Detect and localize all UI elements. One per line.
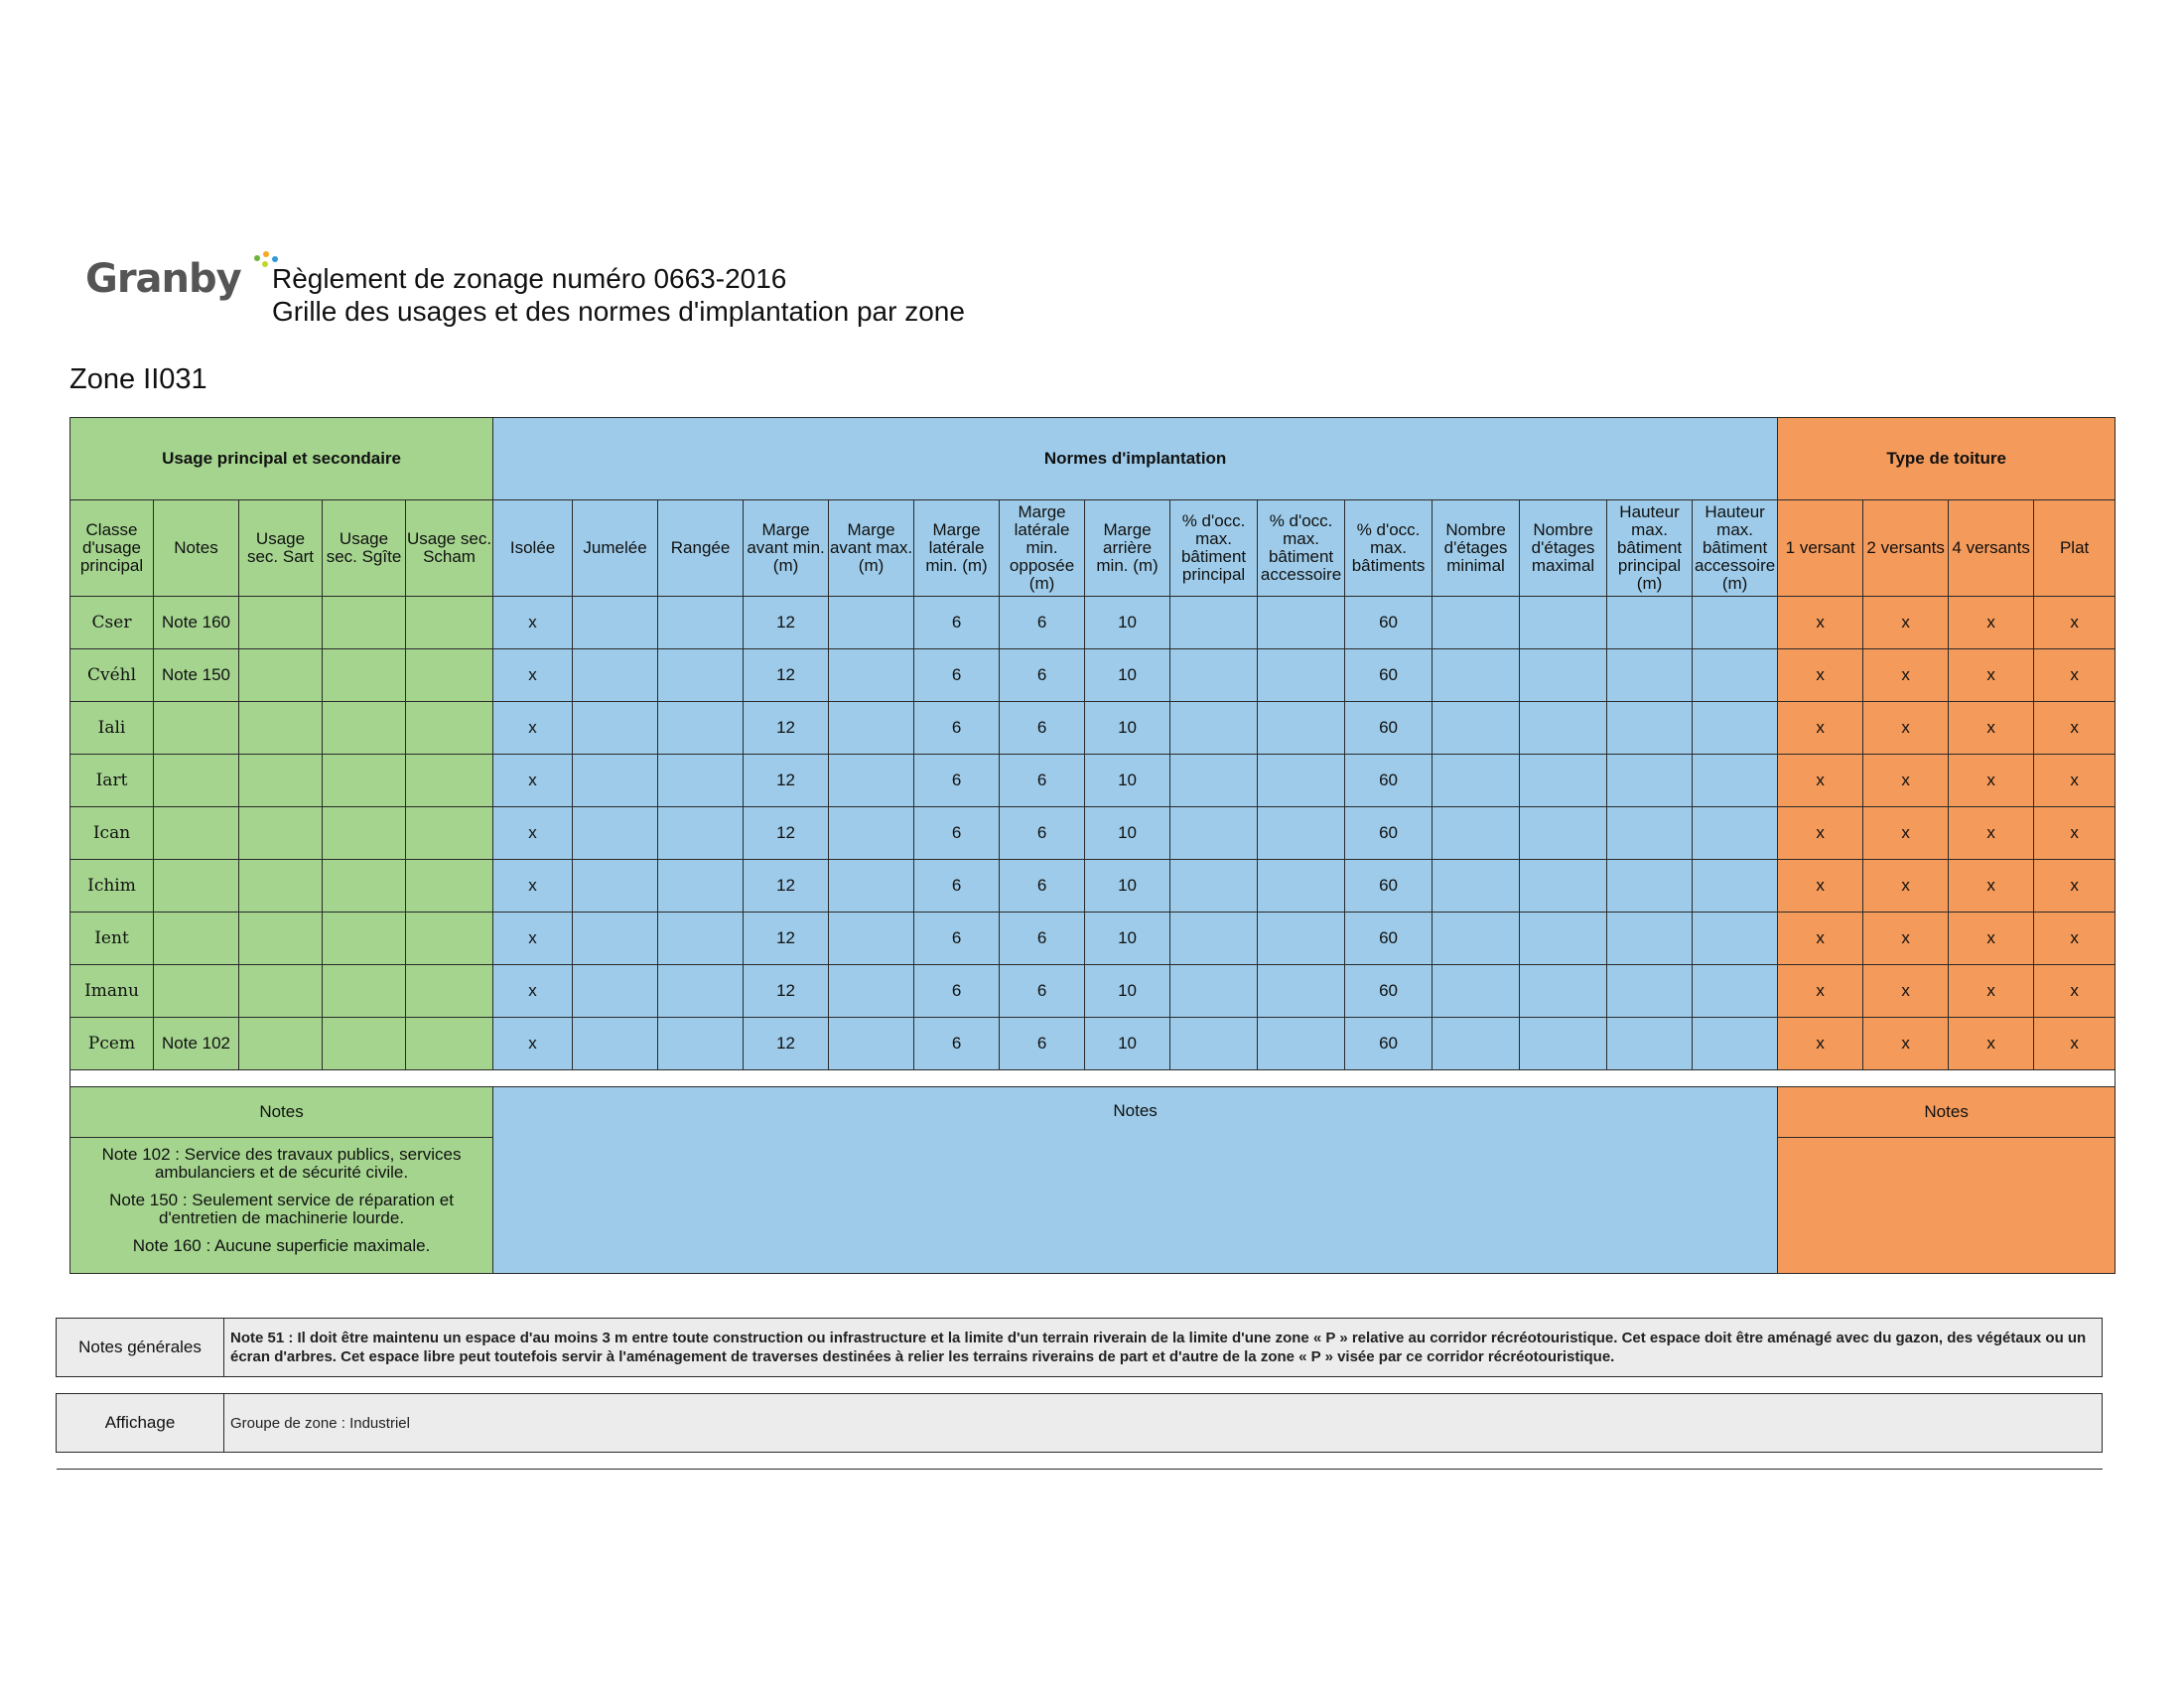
cell-etages-max — [1520, 860, 1607, 913]
table-row — [70, 597, 2116, 649]
cell-classe: Iali — [70, 702, 154, 755]
spacer — [57, 1453, 2103, 1470]
cell-marge-avant-min: 12 — [744, 860, 829, 913]
cell-t4: x — [1949, 702, 2034, 755]
cell-t4: x — [1949, 965, 2034, 1018]
cell-scham — [406, 860, 493, 913]
cell-rangee — [658, 1018, 744, 1070]
cell-scham — [406, 649, 493, 702]
cell-t2: x — [1863, 702, 1949, 755]
cell-occ-principal — [1170, 1018, 1258, 1070]
cell-marge-avant-max — [829, 913, 914, 965]
usage-notes-title: Notes — [70, 1087, 493, 1138]
general-section — [56, 1318, 2103, 1470]
cell-marge-laterale-opposee: 6 — [1000, 649, 1085, 702]
cell-t1: x — [1778, 755, 1863, 807]
cell-rangee — [658, 860, 744, 913]
cell-marge-laterale-min: 6 — [914, 755, 1000, 807]
cell-marge-arriere-min: 10 — [1085, 807, 1170, 860]
note-160: Note 160 : Aucune superficie maximale. — [132, 1236, 431, 1255]
col-header-t2: 2 versants — [1863, 500, 1949, 597]
cell-sgite — [323, 1018, 406, 1070]
toiture-notes-title: Notes — [1778, 1087, 2116, 1138]
cell-etages-max — [1520, 807, 1607, 860]
cell-etages-max — [1520, 1018, 1607, 1070]
title-line-1: Règlement de zonage numéro 0663-2016 — [272, 263, 787, 294]
cell-scham — [406, 913, 493, 965]
normes-notes-title: Notes — [493, 1087, 1778, 1274]
cell-t2: x — [1863, 860, 1949, 913]
cell-marge-arriere-min: 10 — [1085, 860, 1170, 913]
col-header-marge-avant-min: Marge avant min. (m) — [744, 500, 829, 597]
affichage-label: Affichage — [57, 1394, 224, 1453]
cell-etages-max — [1520, 649, 1607, 702]
cell-marge-laterale-opposee: 6 — [1000, 702, 1085, 755]
cell-notes — [154, 755, 239, 807]
group-toiture: Type de toiture — [1778, 418, 2116, 500]
cell-plat: x — [2034, 597, 2116, 649]
col-header-jumelee: Jumelée — [573, 500, 658, 597]
col-header-sgite: Usage sec. Sgîte — [323, 500, 406, 597]
cell-occ-accessoire — [1258, 965, 1345, 1018]
cell-hauteur-principal — [1607, 597, 1693, 649]
cell-occ-principal — [1170, 913, 1258, 965]
cell-occ-batiments: 60 — [1345, 1018, 1433, 1070]
cell-t4: x — [1949, 1018, 2034, 1070]
cell-sgite — [323, 702, 406, 755]
col-header-marge-laterale-opposee: Marge latérale min. opposée (m) — [1000, 500, 1085, 597]
cell-scham — [406, 702, 493, 755]
cell-scham — [406, 807, 493, 860]
cell-marge-laterale-min: 6 — [914, 807, 1000, 860]
cell-marge-avant-min: 12 — [744, 649, 829, 702]
col-header-sart: Usage sec. Sart — [239, 500, 323, 597]
cell-occ-principal — [1170, 755, 1258, 807]
col-header-classe: Classe d'usage principal — [70, 500, 154, 597]
col-header-hauteur-principal: Hauteur max. bâtiment principal (m) — [1607, 500, 1693, 597]
group-normes: Normes d'implantation — [493, 418, 1778, 500]
cell-sart — [239, 1018, 323, 1070]
cell-isolee: x — [493, 702, 573, 755]
cell-etages-min — [1433, 755, 1520, 807]
cell-occ-accessoire — [1258, 913, 1345, 965]
cell-hauteur-principal — [1607, 1018, 1693, 1070]
cell-notes — [154, 702, 239, 755]
cell-plat: x — [2034, 702, 2116, 755]
cell-occ-accessoire — [1258, 807, 1345, 860]
zone-label: Zone II031 — [69, 363, 207, 395]
table-row — [70, 913, 2116, 965]
cell-marge-avant-min: 12 — [744, 913, 829, 965]
cell-t2: x — [1863, 597, 1949, 649]
cell-plat: x — [2034, 860, 2116, 913]
cell-marge-arriere-min: 10 — [1085, 965, 1170, 1018]
cell-jumelee — [573, 597, 658, 649]
cell-marge-avant-max — [829, 807, 914, 860]
cell-hauteur-accessoire — [1693, 860, 1778, 913]
col-header-isolee: Isolée — [493, 500, 573, 597]
col-header-occ-accessoire: % d'occ. max. bâtiment accessoire — [1258, 500, 1345, 597]
grid-body — [70, 597, 2116, 1070]
cell-scham — [406, 965, 493, 1018]
cell-marge-arriere-min: 10 — [1085, 597, 1170, 649]
cell-marge-arriere-min: 10 — [1085, 1018, 1170, 1070]
cell-occ-accessoire — [1258, 649, 1345, 702]
cell-marge-laterale-min: 6 — [914, 913, 1000, 965]
cell-isolee: x — [493, 1018, 573, 1070]
col-header-rangee: Rangée — [658, 500, 744, 597]
spacer — [70, 1070, 2116, 1087]
title-line-2: Grille des usages et des normes d'implantation par zone — [272, 296, 965, 327]
cell-t1: x — [1778, 965, 1863, 1018]
col-header-hauteur-accessoire: Hauteur max. bâtiment accessoire (m) — [1693, 500, 1778, 597]
cell-hauteur-principal — [1607, 649, 1693, 702]
cell-rangee — [658, 807, 744, 860]
table-row — [70, 702, 2116, 755]
cell-classe: Pcem — [70, 1018, 154, 1070]
general-notes-label: Notes générales — [57, 1319, 224, 1377]
cell-jumelee — [573, 965, 658, 1018]
cell-classe: Ican — [70, 807, 154, 860]
cell-sart — [239, 649, 323, 702]
cell-sart — [239, 860, 323, 913]
cell-etages-min — [1433, 807, 1520, 860]
cell-isolee: x — [493, 807, 573, 860]
cell-isolee: x — [493, 649, 573, 702]
cell-classe: Ichim — [70, 860, 154, 913]
cell-sgite — [323, 860, 406, 913]
cell-marge-laterale-opposee: 6 — [1000, 807, 1085, 860]
cell-t2: x — [1863, 965, 1949, 1018]
col-header-t4: 4 versants — [1949, 500, 2034, 597]
cell-sgite — [323, 755, 406, 807]
cell-plat: x — [2034, 807, 2116, 860]
col-header-etages-min: Nombre d'étages minimal — [1433, 500, 1520, 597]
cell-occ-principal — [1170, 965, 1258, 1018]
cell-t1: x — [1778, 649, 1863, 702]
col-header-plat: Plat — [2034, 500, 2116, 597]
cell-hauteur-accessoire — [1693, 965, 1778, 1018]
cell-occ-batiments: 60 — [1345, 965, 1433, 1018]
cell-hauteur-principal — [1607, 860, 1693, 913]
cell-occ-batiments: 60 — [1345, 807, 1433, 860]
cell-marge-laterale-min: 6 — [914, 649, 1000, 702]
cell-plat: x — [2034, 965, 2116, 1018]
cell-plat: x — [2034, 913, 2116, 965]
toiture-notes-body — [1778, 1138, 2116, 1274]
table-row — [70, 965, 2116, 1018]
table-row — [70, 649, 2116, 702]
cell-hauteur-accessoire — [1693, 807, 1778, 860]
col-header-marge-laterale-min: Marge latérale min. (m) — [914, 500, 1000, 597]
cell-jumelee — [573, 860, 658, 913]
cell-marge-arriere-min: 10 — [1085, 702, 1170, 755]
cell-occ-accessoire — [1258, 860, 1345, 913]
cell-marge-avant-max — [829, 702, 914, 755]
cell-marge-avant-max — [829, 649, 914, 702]
cell-t1: x — [1778, 1018, 1863, 1070]
cell-scham — [406, 1018, 493, 1070]
cell-hauteur-principal — [1607, 702, 1693, 755]
col-header-scham: Usage sec. Scham — [406, 500, 493, 597]
cell-t2: x — [1863, 649, 1949, 702]
cell-occ-accessoire — [1258, 1018, 1345, 1070]
col-header-occ-batiments: % d'occ. max. bâtiments — [1345, 500, 1433, 597]
cell-sart — [239, 965, 323, 1018]
spacer — [57, 1377, 2103, 1394]
cell-jumelee — [573, 1018, 658, 1070]
cell-t1: x — [1778, 702, 1863, 755]
cell-marge-avant-min: 12 — [744, 597, 829, 649]
cell-occ-principal — [1170, 649, 1258, 702]
cell-occ-batiments: 60 — [1345, 597, 1433, 649]
cell-etages-max — [1520, 755, 1607, 807]
cell-hauteur-principal — [1607, 965, 1693, 1018]
cell-occ-batiments: 60 — [1345, 702, 1433, 755]
cell-isolee: x — [493, 965, 573, 1018]
cell-etages-min — [1433, 702, 1520, 755]
cell-jumelee — [573, 755, 658, 807]
cell-classe: Ient — [70, 913, 154, 965]
cell-notes: Note 160 — [154, 597, 239, 649]
cell-marge-laterale-opposee: 6 — [1000, 860, 1085, 913]
cell-notes — [154, 807, 239, 860]
cell-classe: Cser — [70, 597, 154, 649]
cell-isolee: x — [493, 597, 573, 649]
cell-scham — [406, 755, 493, 807]
cell-hauteur-principal — [1607, 913, 1693, 965]
column-header-row — [70, 500, 2116, 597]
cell-t2: x — [1863, 755, 1949, 807]
cell-occ-batiments: 60 — [1345, 860, 1433, 913]
cell-etages-min — [1433, 860, 1520, 913]
cell-marge-laterale-min: 6 — [914, 1018, 1000, 1070]
general-notes-text: Note 51 : Il doit être maintenu un espace d'au moins 3 m entre toute construction ou infrastructure et la limite d'un terrain riverain de la limite d'une zone « P » relative au corridor récréotouristique. Cet espace doit être aménagé avec du gazon, des végétaux ou un écran d'arbres. Cet espace libre peut toutefois servir à l'aménagement de traverses destinées à relier les terrains riverains de part et d'autre de la zone « P » visée par ce corridor récréotouristique. — [224, 1319, 2103, 1377]
cell-occ-accessoire — [1258, 702, 1345, 755]
cell-etages-max — [1520, 965, 1607, 1018]
cell-t4: x — [1949, 755, 2034, 807]
cell-t1: x — [1778, 913, 1863, 965]
cell-isolee: x — [493, 755, 573, 807]
cell-t4: x — [1949, 649, 2034, 702]
cell-etages-min — [1433, 649, 1520, 702]
cell-marge-avant-min: 12 — [744, 702, 829, 755]
cell-t2: x — [1863, 913, 1949, 965]
note-102: Note 102 : Service des travaux publics, services ambulanciers et de sécurité civile. — [101, 1145, 462, 1182]
col-header-marge-arriere-min: Marge arrière min. (m) — [1085, 500, 1170, 597]
cell-rangee — [658, 913, 744, 965]
cell-classe: Imanu — [70, 965, 154, 1018]
cell-occ-principal — [1170, 702, 1258, 755]
cell-isolee: x — [493, 860, 573, 913]
cell-classe: Iart — [70, 755, 154, 807]
cell-rangee — [658, 755, 744, 807]
cell-marge-laterale-opposee: 6 — [1000, 965, 1085, 1018]
cell-hauteur-accessoire — [1693, 597, 1778, 649]
cell-t4: x — [1949, 807, 2034, 860]
cell-rangee — [658, 965, 744, 1018]
cell-marge-arriere-min: 10 — [1085, 649, 1170, 702]
cell-marge-avant-min: 12 — [744, 965, 829, 1018]
cell-marge-arriere-min: 10 — [1085, 913, 1170, 965]
cell-sart — [239, 807, 323, 860]
cell-hauteur-principal — [1607, 807, 1693, 860]
table-row — [70, 860, 2116, 913]
cell-t1: x — [1778, 597, 1863, 649]
cell-t4: x — [1949, 860, 2034, 913]
cell-sgite — [323, 597, 406, 649]
cell-marge-laterale-opposee: 6 — [1000, 913, 1085, 965]
cell-marge-avant-max — [829, 755, 914, 807]
cell-sart — [239, 597, 323, 649]
cell-sgite — [323, 965, 406, 1018]
note-150: Note 150 : Seulement service de réparation et d'entretien de machinerie lourde. — [109, 1191, 454, 1227]
cell-sgite — [323, 649, 406, 702]
col-header-occ-principal: % d'occ. max. bâtiment principal — [1170, 500, 1258, 597]
cell-hauteur-accessoire — [1693, 913, 1778, 965]
cell-occ-accessoire — [1258, 755, 1345, 807]
cell-t1: x — [1778, 807, 1863, 860]
cell-jumelee — [573, 702, 658, 755]
cell-marge-laterale-opposee: 6 — [1000, 597, 1085, 649]
cell-notes — [154, 913, 239, 965]
cell-marge-laterale-min: 6 — [914, 860, 1000, 913]
cell-etages-min — [1433, 965, 1520, 1018]
cell-occ-batiments: 60 — [1345, 755, 1433, 807]
cell-rangee — [658, 597, 744, 649]
col-header-t1: 1 versant — [1778, 500, 1863, 597]
table-row — [70, 807, 2116, 860]
cell-marge-avant-max — [829, 965, 914, 1018]
cell-t2: x — [1863, 807, 1949, 860]
cell-marge-avant-max — [829, 1018, 914, 1070]
cell-marge-laterale-opposee: 6 — [1000, 1018, 1085, 1070]
cell-occ-principal — [1170, 807, 1258, 860]
cell-notes — [154, 965, 239, 1018]
cell-marge-laterale-min: 6 — [914, 597, 1000, 649]
cell-etages-max — [1520, 597, 1607, 649]
cell-plat: x — [2034, 755, 2116, 807]
cell-plat: x — [2034, 649, 2116, 702]
cell-hauteur-accessoire — [1693, 755, 1778, 807]
cell-jumelee — [573, 649, 658, 702]
cell-marge-laterale-opposee: 6 — [1000, 755, 1085, 807]
cell-marge-arriere-min: 10 — [1085, 755, 1170, 807]
cell-etages-min — [1433, 913, 1520, 965]
cell-sart — [239, 913, 323, 965]
cell-plat: x — [2034, 1018, 2116, 1070]
cell-hauteur-accessoire — [1693, 649, 1778, 702]
cell-rangee — [658, 702, 744, 755]
cell-rangee — [658, 649, 744, 702]
cell-sart — [239, 755, 323, 807]
cell-marge-avant-min: 12 — [744, 755, 829, 807]
cell-marge-avant-max — [829, 860, 914, 913]
cell-t4: x — [1949, 597, 2034, 649]
cell-sgite — [323, 913, 406, 965]
cell-hauteur-accessoire — [1693, 1018, 1778, 1070]
cell-occ-batiments: 60 — [1345, 913, 1433, 965]
cell-t2: x — [1863, 1018, 1949, 1070]
granby-logo — [85, 256, 241, 302]
col-header-etages-max: Nombre d'étages maximal — [1520, 500, 1607, 597]
cell-etages-max — [1520, 913, 1607, 965]
cell-occ-principal — [1170, 597, 1258, 649]
document-title — [272, 262, 965, 328]
cell-jumelee — [573, 807, 658, 860]
table-row — [70, 1018, 2116, 1070]
table-row — [70, 755, 2116, 807]
cell-notes: Note 150 — [154, 649, 239, 702]
cell-marge-laterale-min: 6 — [914, 702, 1000, 755]
col-header-marge-avant-max: Marge avant max. (m) — [829, 500, 914, 597]
cell-notes: Note 102 — [154, 1018, 239, 1070]
cell-jumelee — [573, 913, 658, 965]
cell-occ-principal — [1170, 860, 1258, 913]
cell-t1: x — [1778, 860, 1863, 913]
cell-occ-batiments: 60 — [1345, 649, 1433, 702]
cell-etages-min — [1433, 1018, 1520, 1070]
cell-marge-avant-min: 12 — [744, 1018, 829, 1070]
cell-hauteur-principal — [1607, 755, 1693, 807]
cell-scham — [406, 597, 493, 649]
cell-t4: x — [1949, 913, 2034, 965]
cell-sart — [239, 702, 323, 755]
cell-etages-min — [1433, 597, 1520, 649]
cell-marge-laterale-min: 6 — [914, 965, 1000, 1018]
cell-marge-avant-max — [829, 597, 914, 649]
logo-text: Granby — [85, 256, 241, 302]
cell-isolee: x — [493, 913, 573, 965]
zoning-grid — [69, 417, 2116, 1274]
group-usage: Usage principal et secondaire — [70, 418, 493, 500]
cell-etages-max — [1520, 702, 1607, 755]
col-header-notes: Notes — [154, 500, 239, 597]
cell-hauteur-accessoire — [1693, 702, 1778, 755]
cell-marge-avant-min: 12 — [744, 807, 829, 860]
cell-occ-accessoire — [1258, 597, 1345, 649]
usage-notes-list — [70, 1138, 493, 1274]
affichage-text: Groupe de zone : Industriel — [224, 1394, 2103, 1453]
cell-classe: Cvéhl — [70, 649, 154, 702]
cell-notes — [154, 860, 239, 913]
cell-sgite — [323, 807, 406, 860]
